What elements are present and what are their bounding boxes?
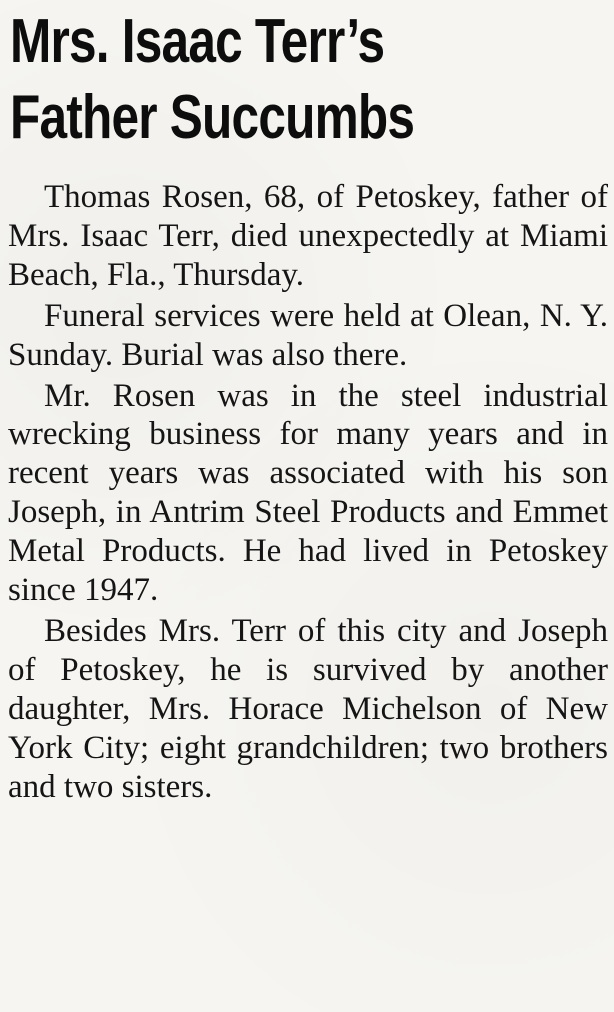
headline-line-2: Father Succumbs	[10, 83, 415, 152]
paragraph-career: Mr. Rosen was in the steel industrial wrecking business for many years and in recent years was associated with his son Joseph, in Antrim Steel Products and Emmet Metal Products. He had lived in Petoskey since 1947.	[8, 377, 608, 609]
paragraph-funeral: Funeral services were held at Olean, N. Y. Sunday. Burial was also there.	[8, 297, 608, 373]
headline-line-1: Mrs. Isaac Terr’s	[10, 7, 385, 76]
paragraph-survivors: Besides Mrs. Terr of this city and Joseph of Petoskey, he is survived by another daughter, Mrs. Horace Michelson of New York City; eight grandchildren; two brothers and two sisters.	[8, 612, 608, 805]
paragraph-death-notice: Thomas Rosen, 68, of Petoskey, father of Mrs. Isaac Terr, died unexpectedly at Miami Beach, Fla., Thursday.	[8, 179, 608, 293]
article-body	[8, 178, 608, 807]
headline	[10, 4, 490, 156]
